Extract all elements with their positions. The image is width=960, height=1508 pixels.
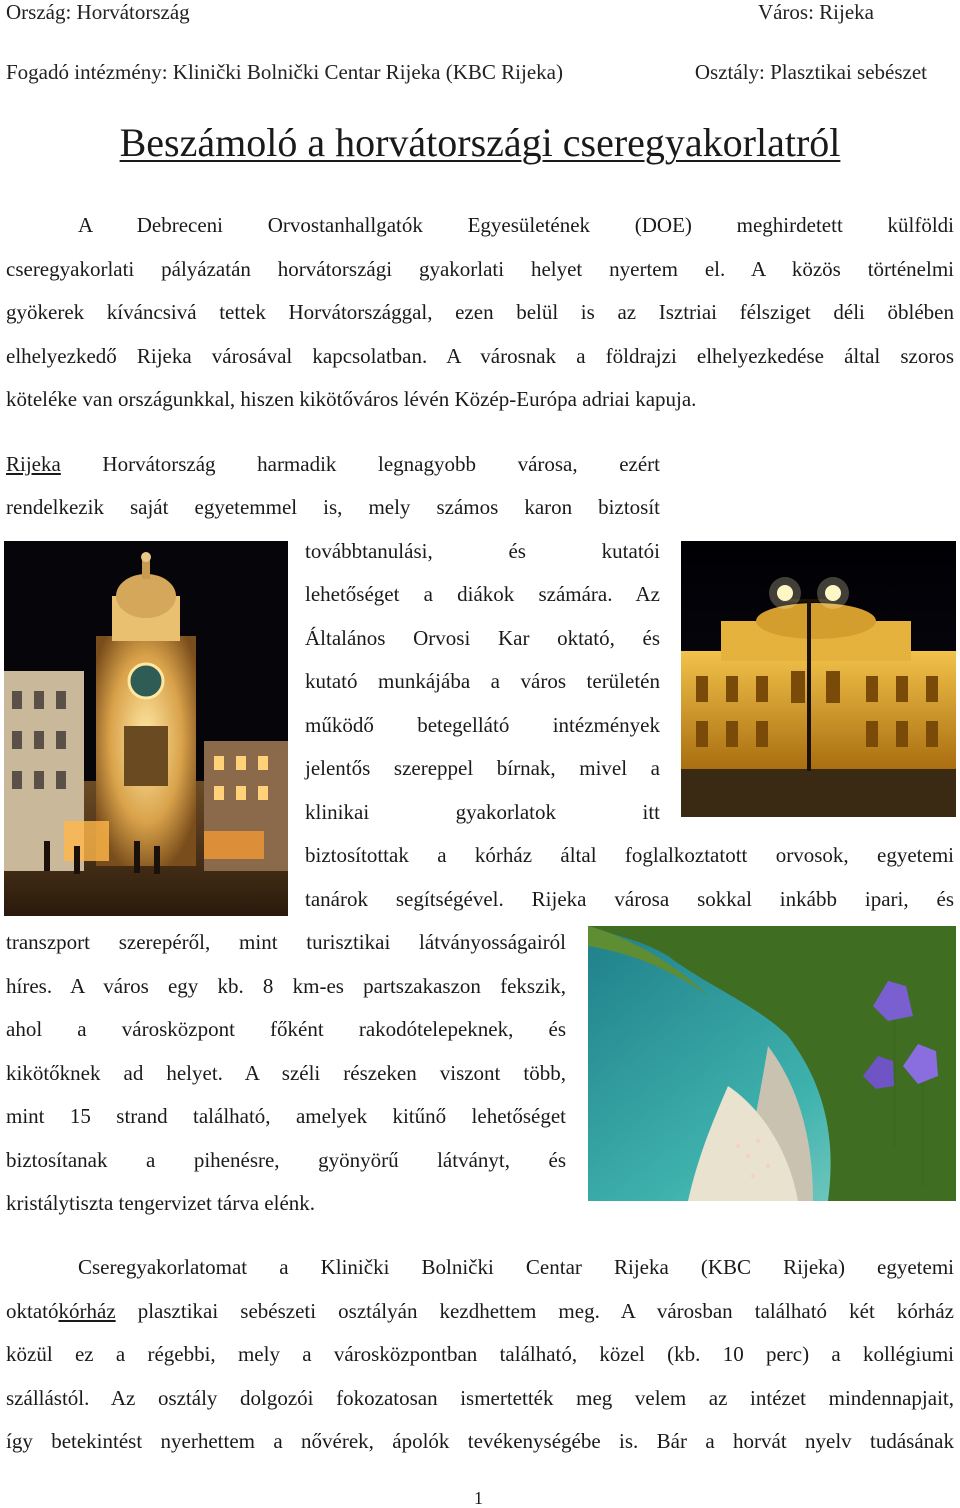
clock-tower-night-photo (4, 541, 288, 916)
country-label: Ország: Horvátország (6, 0, 190, 24)
paragraph-line: transzport szerepéről, mint turisztikai látványosságairól (6, 930, 566, 954)
paragraph-line: közül ez a régebbi, mely a városközpontban található, közel (kb. 10 perc) a kollégiumi (6, 1342, 954, 1366)
paragraph-line: tanárok segítségével. Rijeka városa sokkal inkább ipari, és (305, 887, 954, 911)
paragraph-line: működő betegellátó intézmények (305, 713, 660, 737)
paragraph-line: jelentős szereppel bírnak, mivel a (305, 756, 660, 780)
paragraph-line: köteléke van országunkkal, hiszen kikötőváros lévén Közép-Európa adriai kapuja. (6, 387, 697, 411)
paragraph-line: mint 15 strand található, amelyek kitűnő lehetőséget (6, 1104, 566, 1128)
paragraph-line: így betekintést nyerhettem a nővérek, ápolók tevékenységébe is. Bár a horvát nyelv tudásának (6, 1429, 954, 1453)
paragraph-line: oktatókórház plasztikai sebészeti osztályán kezdhettem meg. A városban található két kórház (6, 1299, 954, 1323)
korhaz-link[interactable]: kórház (58, 1299, 116, 1323)
paragraph-line: továbbtanulási, és kutatói (305, 539, 660, 563)
paragraph-line: Rijeka Horvátország harmadik legnagyobb városa, ezért (6, 452, 660, 476)
host-institution-label: Fogadó intézmény: Klinički Bolnički Centar Rijeka (KBC Rijeka) (6, 60, 563, 84)
paragraph-line: Cseregyakorlatomat a Klinički Bolnički Centar Rijeka (KBC Rijeka) egyetemi (78, 1255, 954, 1279)
city-label: Város: Rijeka (757, 0, 874, 24)
page-number: 1 (474, 1488, 483, 1508)
paragraph-line: Általános Orvosi Kar oktató, és (305, 626, 660, 650)
paragraph-line: kristálytiszta tengervizet tárva elénk. (6, 1191, 316, 1215)
paragraph-line: biztosítanak a pihenésre, gyönyörű látványt, és (6, 1148, 566, 1172)
paragraph-line: biztosítottak a kórház által foglalkoztatott orvosok, egyetemi (305, 843, 954, 867)
theatre-night-photo (681, 541, 956, 817)
paragraph-line: A Debreceni Orvostanhallgatók Egyesületének (DOE) meghirdetett külföldi (78, 213, 954, 237)
paragraph-line: lehetőséget a diákok számára. Az (305, 582, 660, 606)
paragraph-line: szállástól. Az osztály dolgozói fokozatosan ismertették meg velem az intézet mindennapjait, (6, 1386, 954, 1410)
page-title: Beszámoló a horvátországi cseregyakorlatról (119, 120, 841, 165)
paragraph-line: kikötőknek ad helyet. A széli részeken viszont több, (6, 1061, 566, 1085)
paragraph-line: cseregyakorlati pályázatán horvátországi gyakorlati helyet nyertem el. A közös történelmi (6, 257, 954, 281)
paragraph-line: ahol a városközpont főként rakodótelepeknek, és (6, 1017, 566, 1041)
paragraph-line: gyökerek kíváncsivá tettek Horvátországgal, ezen belül is az Isztriai félsziget déli öblében (6, 300, 954, 324)
paragraph-line: rendelkezik saját egyetemmel is, mely számos karon biztosít (6, 495, 660, 519)
paragraph-line: híres. A város egy kb. 8 km-es partszakaszon fekszik, (6, 974, 566, 998)
beach-bellflower-photo (588, 926, 956, 1201)
paragraph-line: klinikai gyakorlatok itt (305, 800, 660, 824)
paragraph-line: elhelyezkedő Rijeka városával kapcsolatban. A városnak a földrajzi elhelyezkedése által szoros (6, 344, 954, 368)
department-label: Osztály: Plasztikai sebészet (694, 60, 927, 84)
paragraph-line: kutató munkájába a város területén (305, 669, 660, 693)
rijeka-link[interactable]: Rijeka (6, 452, 61, 476)
